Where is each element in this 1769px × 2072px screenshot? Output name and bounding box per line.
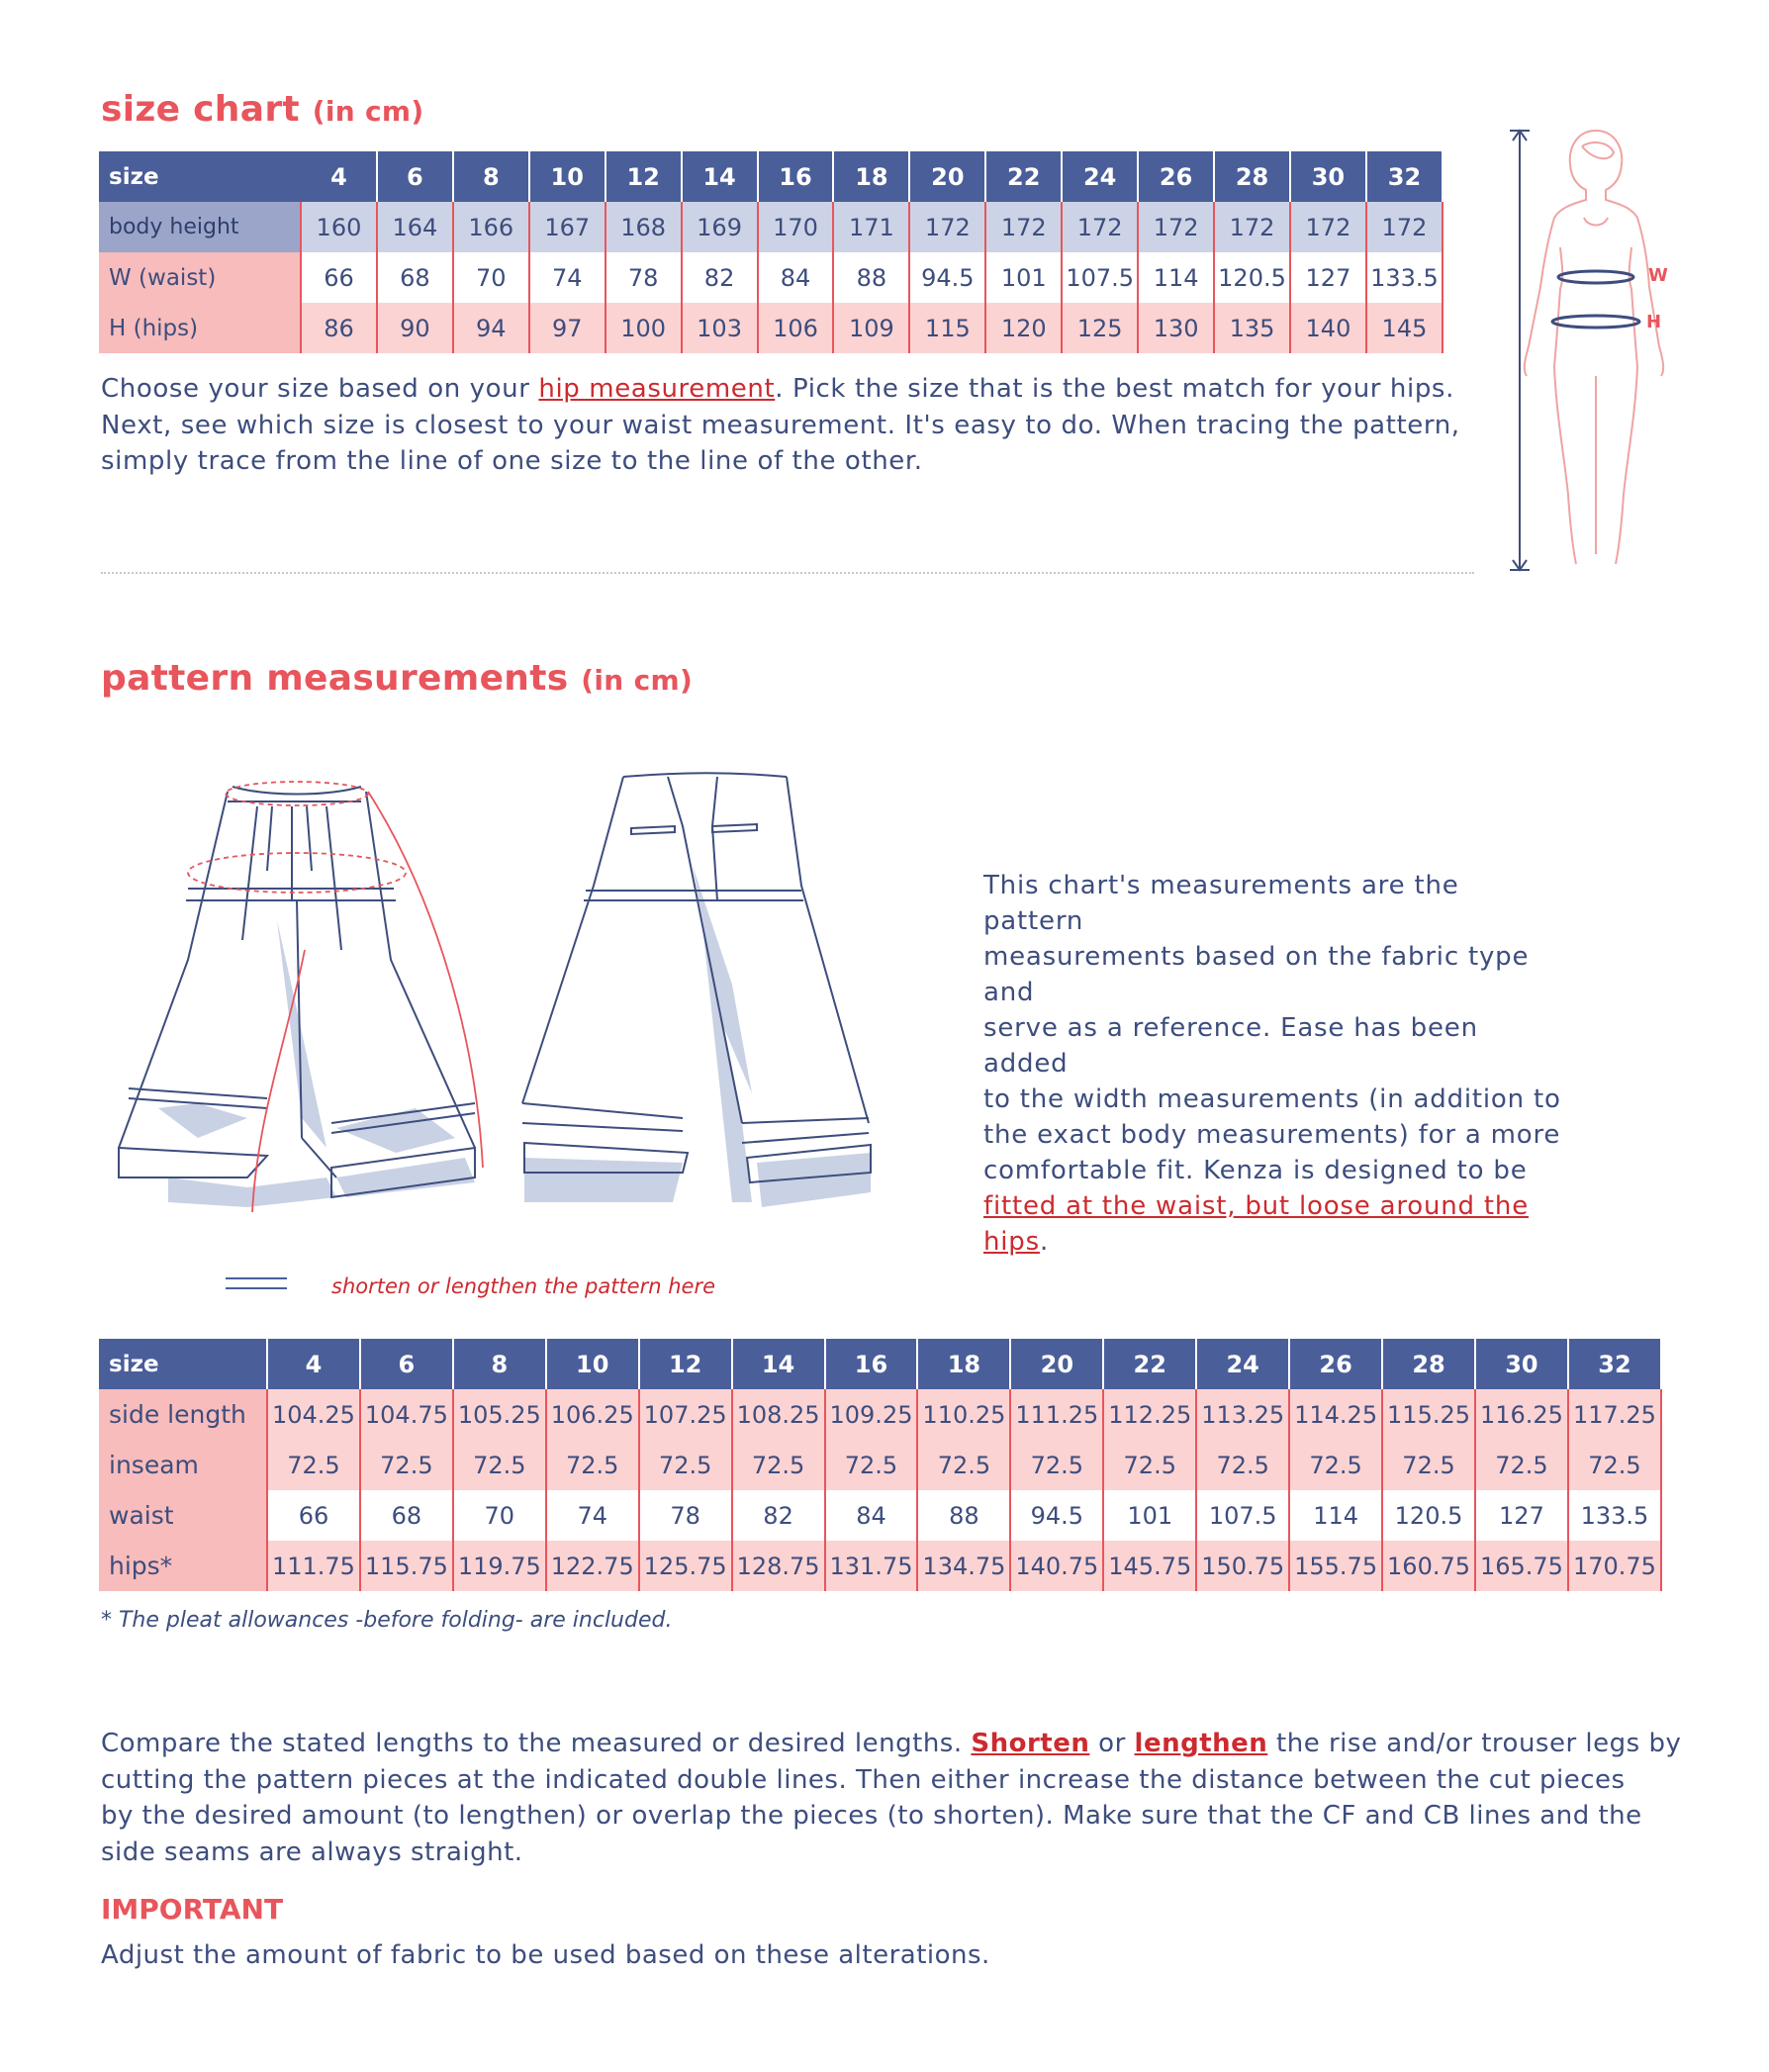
value-cell: 72.5: [1475, 1440, 1568, 1490]
alterations-text-3: cutting the pattern pieces at the indicated double lines. Then either increase the distance between the cut pieces: [101, 1764, 1626, 1795]
fitted-waist-link-cont[interactable]: hips: [983, 1227, 1040, 1257]
waist-marker-label: W: [1648, 265, 1668, 286]
row-label: hips*: [99, 1541, 267, 1591]
note-text-3: Next, see which size is closest to your waist measurement. It's easy to do. When tracing the pattern,: [101, 410, 1460, 440]
value-cell: 104.25: [267, 1389, 360, 1440]
important-heading: IMPORTANT: [101, 1893, 284, 1926]
value-cell: 104.75: [360, 1389, 453, 1440]
size-chart-note: [101, 371, 1486, 480]
alterations-text-2: the rise and/or trouser legs by: [1267, 1729, 1682, 1758]
value-cell: 172: [985, 202, 1062, 252]
section-divider: [101, 572, 1474, 574]
value-cell: 82: [682, 252, 758, 303]
value-cell: 135: [1214, 303, 1290, 353]
size-header-cell: 12: [639, 1339, 732, 1389]
value-cell: 117.25: [1568, 1389, 1661, 1440]
size-header-cell: 28: [1214, 151, 1290, 202]
value-cell: 106: [758, 303, 834, 353]
hip-marker-label: H: [1646, 312, 1662, 332]
value-cell: 109.25: [825, 1389, 918, 1440]
value-cell: 172: [1290, 202, 1366, 252]
value-cell: 170.75: [1568, 1541, 1661, 1591]
trousers-back-illustration: [505, 767, 881, 1222]
hip-band-icon: [1552, 316, 1639, 328]
value-cell: 100: [605, 303, 682, 353]
size-header-cell: 20: [1010, 1339, 1103, 1389]
value-cell: 120: [985, 303, 1062, 353]
size-header-cell: 14: [732, 1339, 825, 1389]
value-cell: 66: [267, 1490, 360, 1541]
value-cell: 120.5: [1382, 1490, 1475, 1541]
table-row: [99, 252, 1443, 303]
value-cell: 172: [909, 202, 985, 252]
value-cell: 78: [639, 1490, 732, 1541]
value-cell: 160.75: [1382, 1541, 1475, 1591]
row-label: body height: [99, 202, 301, 252]
value-cell: 72.5: [546, 1440, 639, 1490]
size-header-cell: 22: [1103, 1339, 1196, 1389]
description-line-6: comfortable fit. Kenza is designed to be: [983, 1156, 1528, 1185]
value-cell: 172: [1138, 202, 1214, 252]
value-cell: 74: [529, 252, 605, 303]
value-cell: 167: [529, 202, 605, 252]
value-cell: 168: [605, 202, 682, 252]
size-header-cell: 30: [1475, 1339, 1568, 1389]
size-header-cell: 8: [453, 1339, 546, 1389]
alterations-text-4: by the desired amount (to lengthen) or overlap the pieces (to shorten). Make sure that the CF and CB lines and the: [101, 1801, 1642, 1831]
description-line-1: This chart's measurements are the pattern: [983, 871, 1459, 936]
value-cell: 140.75: [1010, 1541, 1103, 1591]
value-cell: 111.25: [1010, 1389, 1103, 1440]
description-line-4: to the width measurements (in addition to: [983, 1084, 1561, 1114]
value-cell: 133.5: [1366, 252, 1443, 303]
value-cell: 94.5: [1010, 1490, 1103, 1541]
value-cell: 166: [453, 202, 529, 252]
value-cell: 72.5: [267, 1440, 360, 1490]
note-text-4: simply trace from the line of one size to the line of the other.: [101, 446, 923, 476]
pattern-measurements-table: [99, 1339, 1662, 1591]
value-cell: 116.25: [1475, 1389, 1568, 1440]
size-header-cell: 20: [909, 151, 985, 202]
value-cell: 101: [985, 252, 1062, 303]
table-row: [99, 1389, 1661, 1440]
size-header-cell: 18: [917, 1339, 1010, 1389]
size-header-cell: 26: [1289, 1339, 1382, 1389]
value-cell: 115: [909, 303, 985, 353]
value-cell: 72.5: [1568, 1440, 1661, 1490]
note-text-2: . Pick the size that is the best match for your hips.: [775, 374, 1454, 404]
value-cell: 88: [917, 1490, 1010, 1541]
value-cell: 103: [682, 303, 758, 353]
double-line-legend-icon: [224, 1274, 289, 1294]
value-cell: 68: [360, 1490, 453, 1541]
value-cell: 84: [758, 252, 834, 303]
value-cell: 101: [1103, 1490, 1196, 1541]
row-label: side length: [99, 1389, 267, 1440]
size-header-cell: 4: [301, 151, 377, 202]
value-cell: 97: [529, 303, 605, 353]
value-cell: 145.75: [1103, 1541, 1196, 1591]
value-cell: 155.75: [1289, 1541, 1382, 1591]
value-cell: 78: [605, 252, 682, 303]
value-cell: 110.25: [917, 1389, 1010, 1440]
value-cell: 84: [825, 1490, 918, 1541]
row-label: H (hips): [99, 303, 301, 353]
row-label: W (waist): [99, 252, 301, 303]
fitted-waist-link[interactable]: fitted at the waist, but loose around the: [983, 1191, 1529, 1221]
value-cell: 127: [1290, 252, 1366, 303]
size-header-cell: 32: [1366, 151, 1443, 202]
value-cell: 171: [833, 202, 909, 252]
value-cell: 82: [732, 1490, 825, 1541]
size-header-cell: 18: [833, 151, 909, 202]
value-cell: 70: [453, 252, 529, 303]
value-cell: 106.25: [546, 1389, 639, 1440]
value-cell: 107.5: [1196, 1490, 1289, 1541]
value-cell: 90: [377, 303, 453, 353]
size-header-cell: 16: [825, 1339, 918, 1389]
size-chart-title-unit: (in cm): [312, 95, 424, 128]
value-cell: 72.5: [1103, 1440, 1196, 1490]
description-end: .: [1039, 1227, 1050, 1257]
size-header-cell: 16: [758, 151, 834, 202]
pattern-title-text: pattern measurements: [101, 658, 569, 699]
body-figure-illustration: [1499, 119, 1677, 584]
row-label: waist: [99, 1490, 267, 1541]
value-cell: 109: [833, 303, 909, 353]
value-cell: 72.5: [639, 1440, 732, 1490]
alterations-paragraph: [101, 1726, 1684, 1870]
value-cell: 112.25: [1103, 1389, 1196, 1440]
size-header-cell: 6: [360, 1339, 453, 1389]
description-line-5: the exact body measurements) for a more: [983, 1120, 1561, 1150]
legend-text: shorten or lengthen the pattern here: [331, 1274, 715, 1298]
value-cell: 150.75: [1196, 1541, 1289, 1591]
value-cell: 125.75: [639, 1541, 732, 1591]
value-cell: 172: [1366, 202, 1443, 252]
description-line-2: measurements based on the fabric type and: [983, 942, 1530, 1007]
important-text: Adjust the amount of fabric to be used based on these alterations.: [101, 1940, 990, 1970]
value-cell: 131.75: [825, 1541, 918, 1591]
trousers-front-illustration: [99, 762, 514, 1217]
value-cell: 125: [1062, 303, 1138, 353]
value-cell: 115.25: [1382, 1389, 1475, 1440]
alterations-text-5: side seams are always straight.: [101, 1837, 523, 1867]
value-cell: 94.5: [909, 252, 985, 303]
size-header-cell: 10: [529, 151, 605, 202]
value-cell: 119.75: [453, 1541, 546, 1591]
table-row: [99, 202, 1443, 252]
size-header-cell: 24: [1062, 151, 1138, 202]
size-header-cell: 28: [1382, 1339, 1475, 1389]
table-row: [99, 1440, 1661, 1490]
pattern-title-unit: (in cm): [581, 664, 694, 697]
value-cell: 72.5: [917, 1440, 1010, 1490]
value-cell: 120.5: [1214, 252, 1290, 303]
size-header-cell: 10: [546, 1339, 639, 1389]
value-cell: 160: [301, 202, 377, 252]
lengthen-link[interactable]: lengthen: [1134, 1729, 1268, 1758]
note-text-1: Choose your size based on your: [101, 374, 539, 404]
value-cell: 72.5: [732, 1440, 825, 1490]
size-chart-title-text: size chart: [101, 89, 300, 130]
pleat-footnote: * The pleat allowances -before folding- are included.: [101, 1608, 673, 1633]
size-chart-table: [99, 151, 1443, 353]
value-cell: 72.5: [1010, 1440, 1103, 1490]
value-cell: 164: [377, 202, 453, 252]
size-header-cell: 4: [267, 1339, 360, 1389]
value-cell: 111.75: [267, 1541, 360, 1591]
alterations-text-1: Compare the stated lengths to the measured or desired lengths.: [101, 1729, 972, 1758]
pattern-description: [983, 868, 1567, 1260]
size-header-cell: 24: [1196, 1339, 1289, 1389]
value-cell: 114: [1289, 1490, 1382, 1541]
header-size-label: size: [99, 151, 301, 202]
description-line-3: serve as a reference. Ease has been added: [983, 1013, 1478, 1079]
value-cell: 107.5: [1062, 252, 1138, 303]
value-cell: 94: [453, 303, 529, 353]
value-cell: 122.75: [546, 1541, 639, 1591]
value-cell: 145: [1366, 303, 1443, 353]
value-cell: 86: [301, 303, 377, 353]
value-cell: 107.25: [639, 1389, 732, 1440]
value-cell: 114.25: [1289, 1389, 1382, 1440]
size-header-cell: 12: [605, 151, 682, 202]
value-cell: 130: [1138, 303, 1214, 353]
value-cell: 134.75: [917, 1541, 1010, 1591]
size-header-cell: 26: [1138, 151, 1214, 202]
table-row: [99, 1490, 1661, 1541]
size-header-cell: 6: [377, 151, 453, 202]
value-cell: 113.25: [1196, 1389, 1289, 1440]
value-cell: 72.5: [825, 1440, 918, 1490]
size-header-cell: 32: [1568, 1339, 1661, 1389]
shorten-link[interactable]: Shorten: [971, 1729, 1090, 1758]
value-cell: 114: [1138, 252, 1214, 303]
alterations-text-or: or: [1089, 1729, 1135, 1758]
value-cell: 72.5: [453, 1440, 546, 1490]
value-cell: 68: [377, 252, 453, 303]
row-label: inseam: [99, 1440, 267, 1490]
value-cell: 66: [301, 252, 377, 303]
value-cell: 108.25: [732, 1389, 825, 1440]
value-cell: 127: [1475, 1490, 1568, 1541]
table-row: [99, 303, 1443, 353]
header-size-label: size: [99, 1339, 267, 1389]
value-cell: 105.25: [453, 1389, 546, 1440]
value-cell: 140: [1290, 303, 1366, 353]
value-cell: 70: [453, 1490, 546, 1541]
size-chart-title: [101, 89, 424, 130]
size-header-cell: 8: [453, 151, 529, 202]
waist-band-icon: [1558, 271, 1633, 283]
table-row: [99, 1541, 1661, 1591]
value-cell: 170: [758, 202, 834, 252]
value-cell: 165.75: [1475, 1541, 1568, 1591]
value-cell: 115.75: [360, 1541, 453, 1591]
value-cell: 72.5: [1382, 1440, 1475, 1490]
value-cell: 133.5: [1568, 1490, 1661, 1541]
woman-silhouette-icon: [1525, 131, 1663, 564]
value-cell: 128.75: [732, 1541, 825, 1591]
value-cell: 88: [833, 252, 909, 303]
value-cell: 172: [1062, 202, 1138, 252]
value-cell: 72.5: [1196, 1440, 1289, 1490]
value-cell: 169: [682, 202, 758, 252]
size-header-cell: 22: [985, 151, 1062, 202]
value-cell: 172: [1214, 202, 1290, 252]
hip-measurement-link[interactable]: hip measurement: [538, 374, 776, 404]
size-header-cell: 14: [682, 151, 758, 202]
size-header-cell: 30: [1290, 151, 1366, 202]
value-cell: 72.5: [1289, 1440, 1382, 1490]
value-cell: 72.5: [360, 1440, 453, 1490]
value-cell: 74: [546, 1490, 639, 1541]
pattern-measurements-title: [101, 658, 693, 699]
